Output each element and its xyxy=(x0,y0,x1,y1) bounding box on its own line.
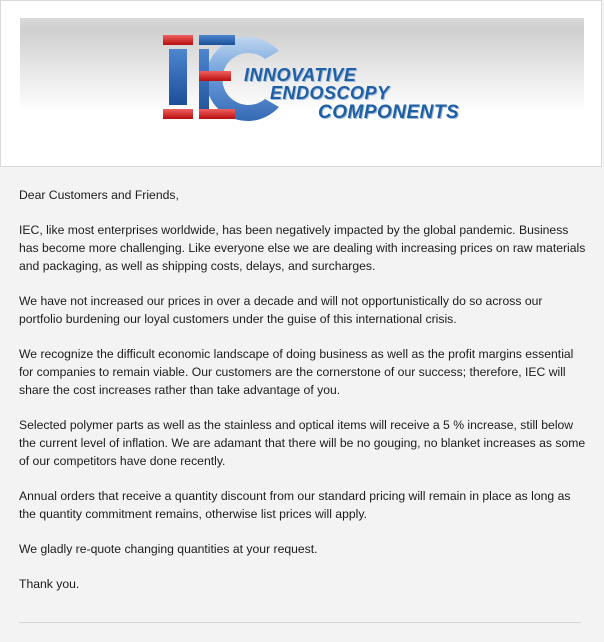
logo-text-endoscopy: ENDOSCOPY xyxy=(270,83,390,103)
greeting: Dear Customers and Friends, xyxy=(19,188,179,202)
paragraph-6: We gladly re-quote changing quantities at your request. xyxy=(19,542,318,556)
logo-text-innovative: INNOVATIVE xyxy=(244,65,357,85)
paragraph-1: IEC, like most enterprises worldwide, has been negatively impacted by the global pandemic. Business has become more challenging. Like everyone else we are dealing with increasing prices on raw materials and packaging, as well as shipping costs, delays, and surcharges. xyxy=(19,223,586,273)
closing: Thank you. xyxy=(19,577,80,591)
logo-text-components: COMPONENTS xyxy=(318,102,460,123)
paragraph-3: We recognize the difficult economic landscape of doing business as well as the profit margins essential for companies to remain viable. Our customers are the cornerstone of our success; therefore, IEC will share the cost increases rather than take advantage of you. xyxy=(19,347,574,397)
paragraph-4: Selected polymer parts as well as the stainless and optical items will receive a 5 % increase, still below the current level of inflation. We are adamant that there will be no gouging, no blanket increases as some of our competitors have done recently. xyxy=(19,418,586,468)
paragraph-5: Annual orders that receive a quantity discount from our standard pricing will remain in place as long as the quantity commitment remains, otherwise list prices will apply. xyxy=(19,489,571,521)
paragraph-2: We have not increased our prices in over a decade and will not opportunistically do so across our portfolio burdening our loyal customers under the guise of this international crisis. xyxy=(19,294,543,326)
header-banner-box xyxy=(0,0,602,167)
message-body xyxy=(19,186,589,610)
footer-divider xyxy=(19,622,581,623)
